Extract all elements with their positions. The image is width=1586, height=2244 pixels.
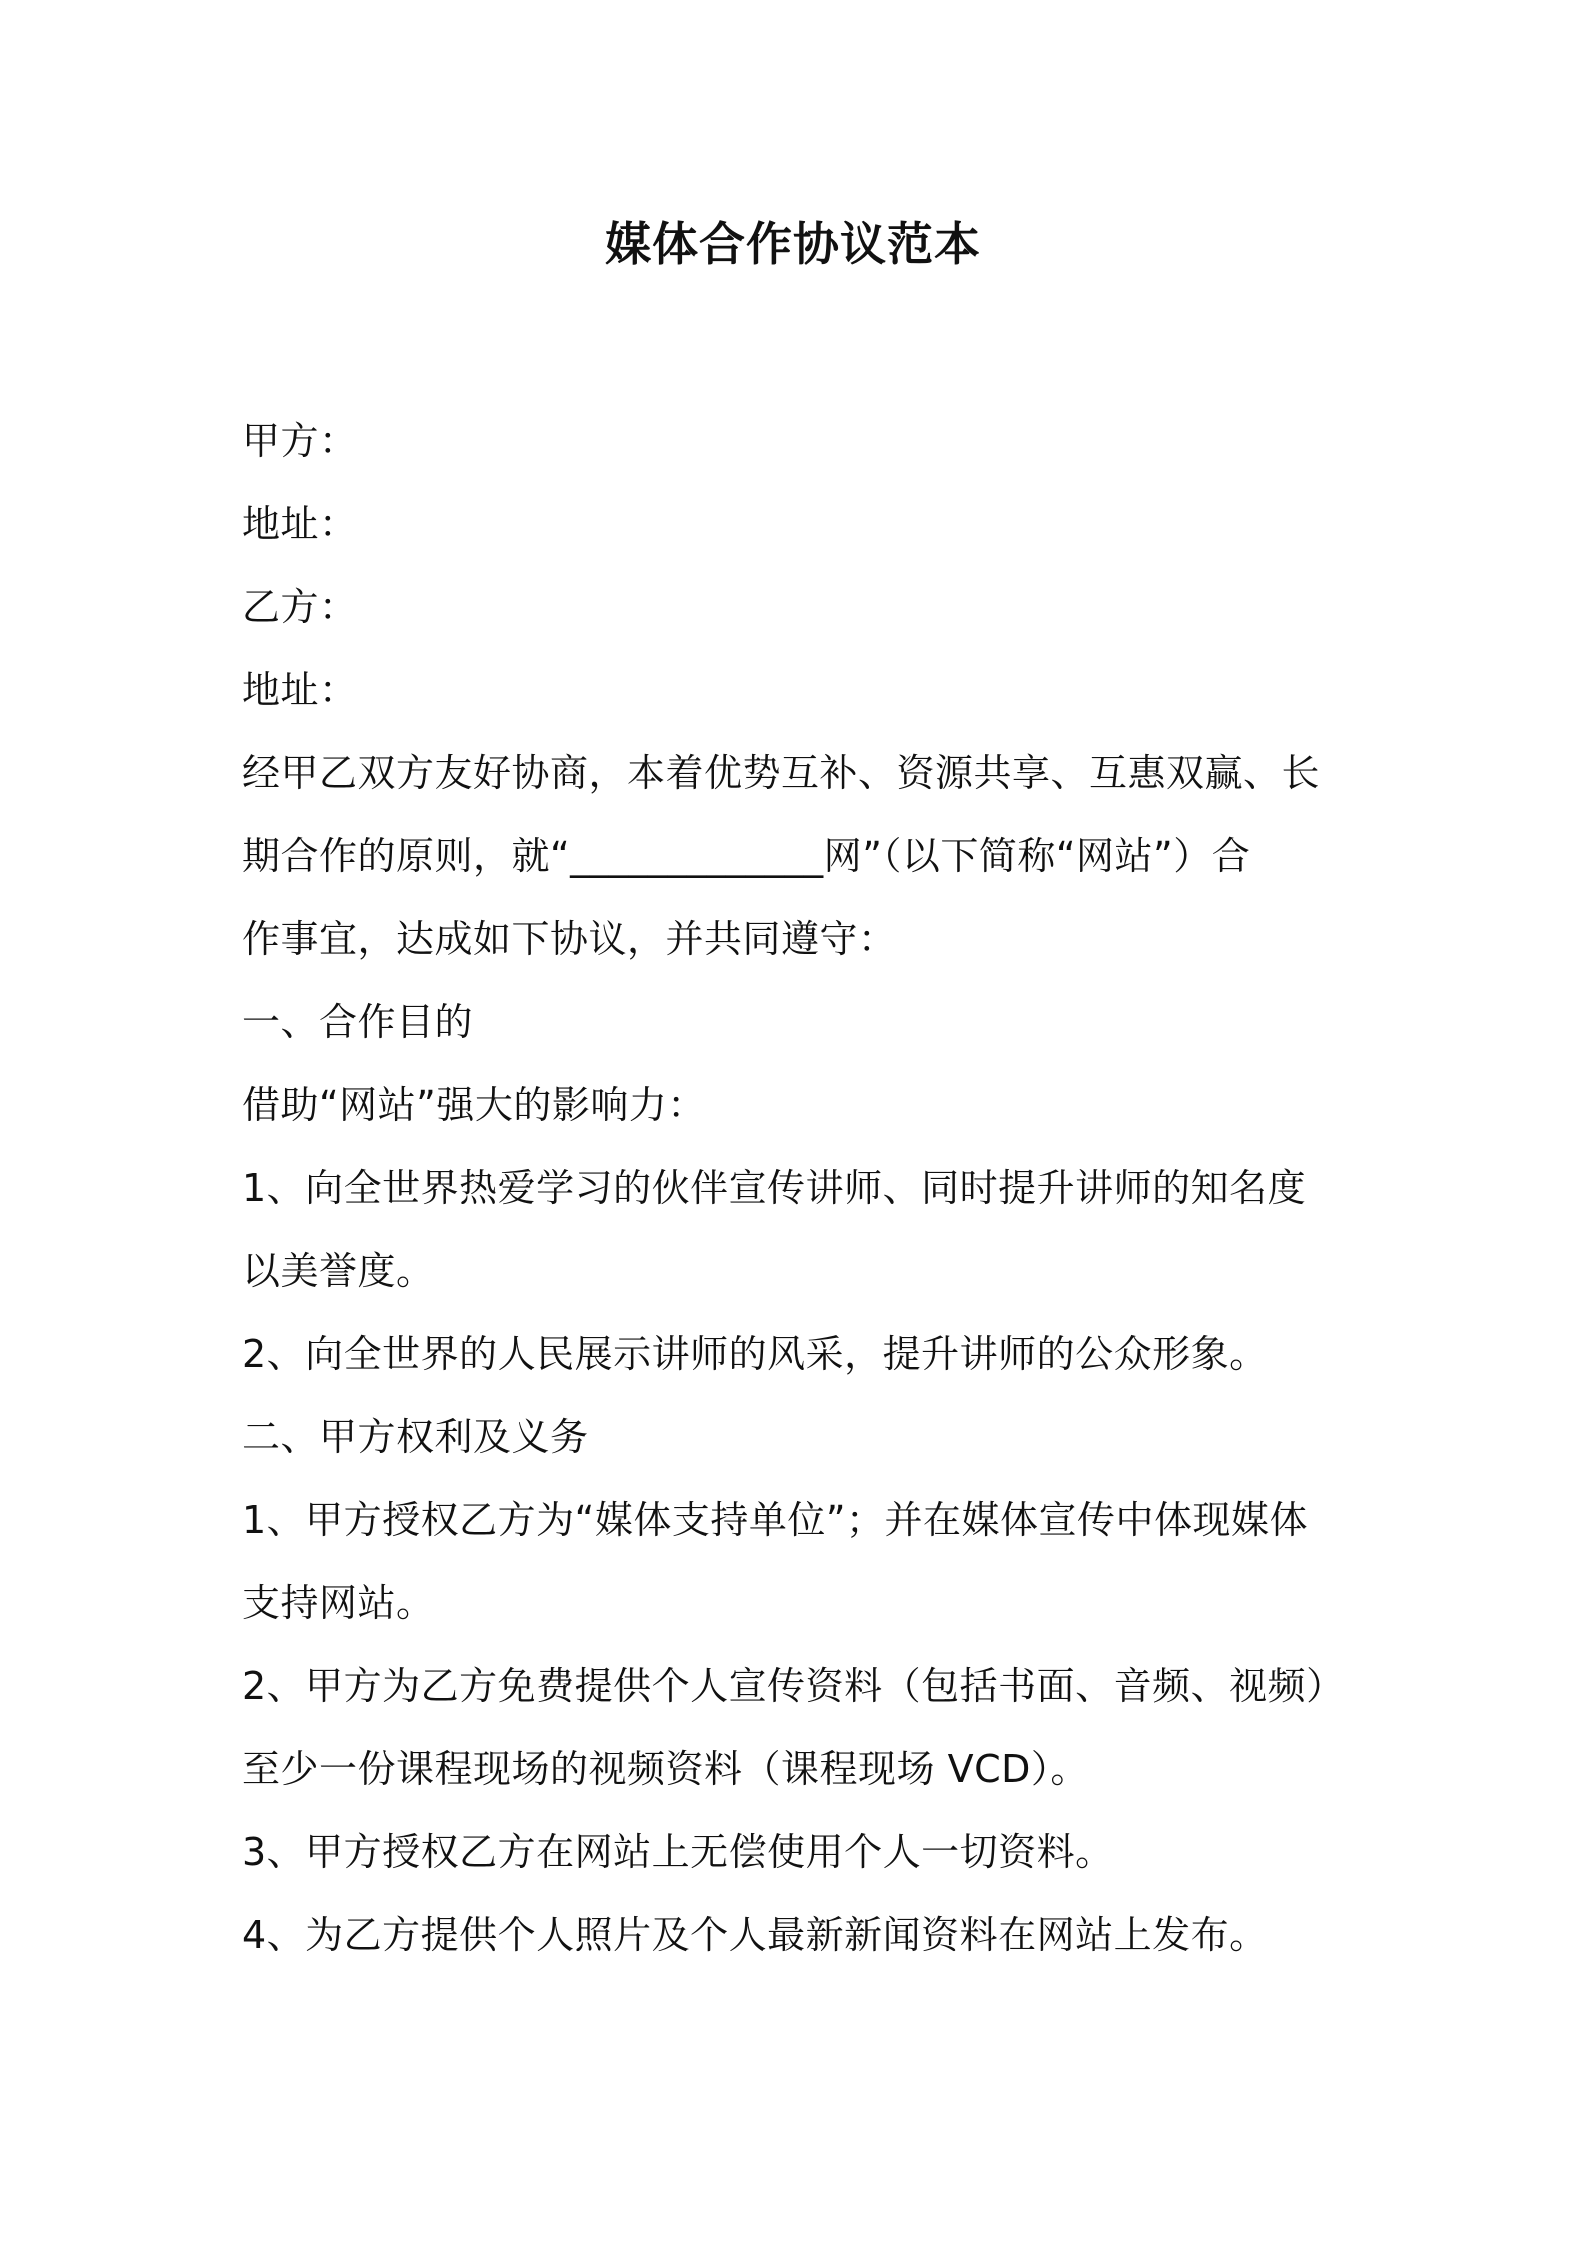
clause-line: 4、为乙方提供个人照片及个人最新新闻资料在网站上发布。	[242, 1913, 1268, 1957]
clause-line: 以美誉度。	[242, 1249, 435, 1293]
preamble-line: 经甲乙双方友好协商，本着优势互补、资源共享、互惠双赢、长	[242, 751, 1321, 795]
party-a-label: 甲方：	[242, 419, 358, 463]
paragraph-line: 借助“网站”强大的影响力：	[242, 1083, 706, 1127]
clause-line: 至少一份课程现场的视频资料（课程现场 VCD）。	[242, 1747, 1089, 1791]
clause-line: 支持网站。	[242, 1581, 435, 1625]
party-b-label: 乙方：	[242, 585, 358, 629]
clause-line: 2、甲方为乙方免费提供个人宣传资料（包括书面、音频、视频）	[242, 1664, 1345, 1708]
document-body	[242, 400, 1362, 1977]
section-heading: 二、甲方权利及义务	[242, 1415, 589, 1459]
party-b-address-label: 地址：	[242, 668, 358, 712]
clause-line: 1、向全世界热爱学习的伙伴宣传讲师、同时提升讲师的知名度	[242, 1166, 1307, 1210]
clause-line: 2、向全世界的人民展示讲师的风采，提升讲师的公众形象。	[242, 1332, 1268, 1376]
section-heading: 一、合作目的	[242, 1000, 474, 1044]
preamble-line: 作事宜，达成如下协议，并共同遵守：	[242, 917, 897, 961]
clause-line: 3、甲方授权乙方在网站上无偿使用个人一切资料。	[242, 1830, 1114, 1874]
party-a-address-label: 地址：	[242, 502, 358, 546]
document-title: 媒体合作协议范本	[605, 217, 981, 271]
preamble-line: 期合作的原则，就“_____________网”（以下简称“网站”）合	[242, 834, 1251, 878]
clause-line: 1、甲方授权乙方为“媒体支持单位”；并在媒体宣传中体现媒体	[242, 1498, 1309, 1542]
